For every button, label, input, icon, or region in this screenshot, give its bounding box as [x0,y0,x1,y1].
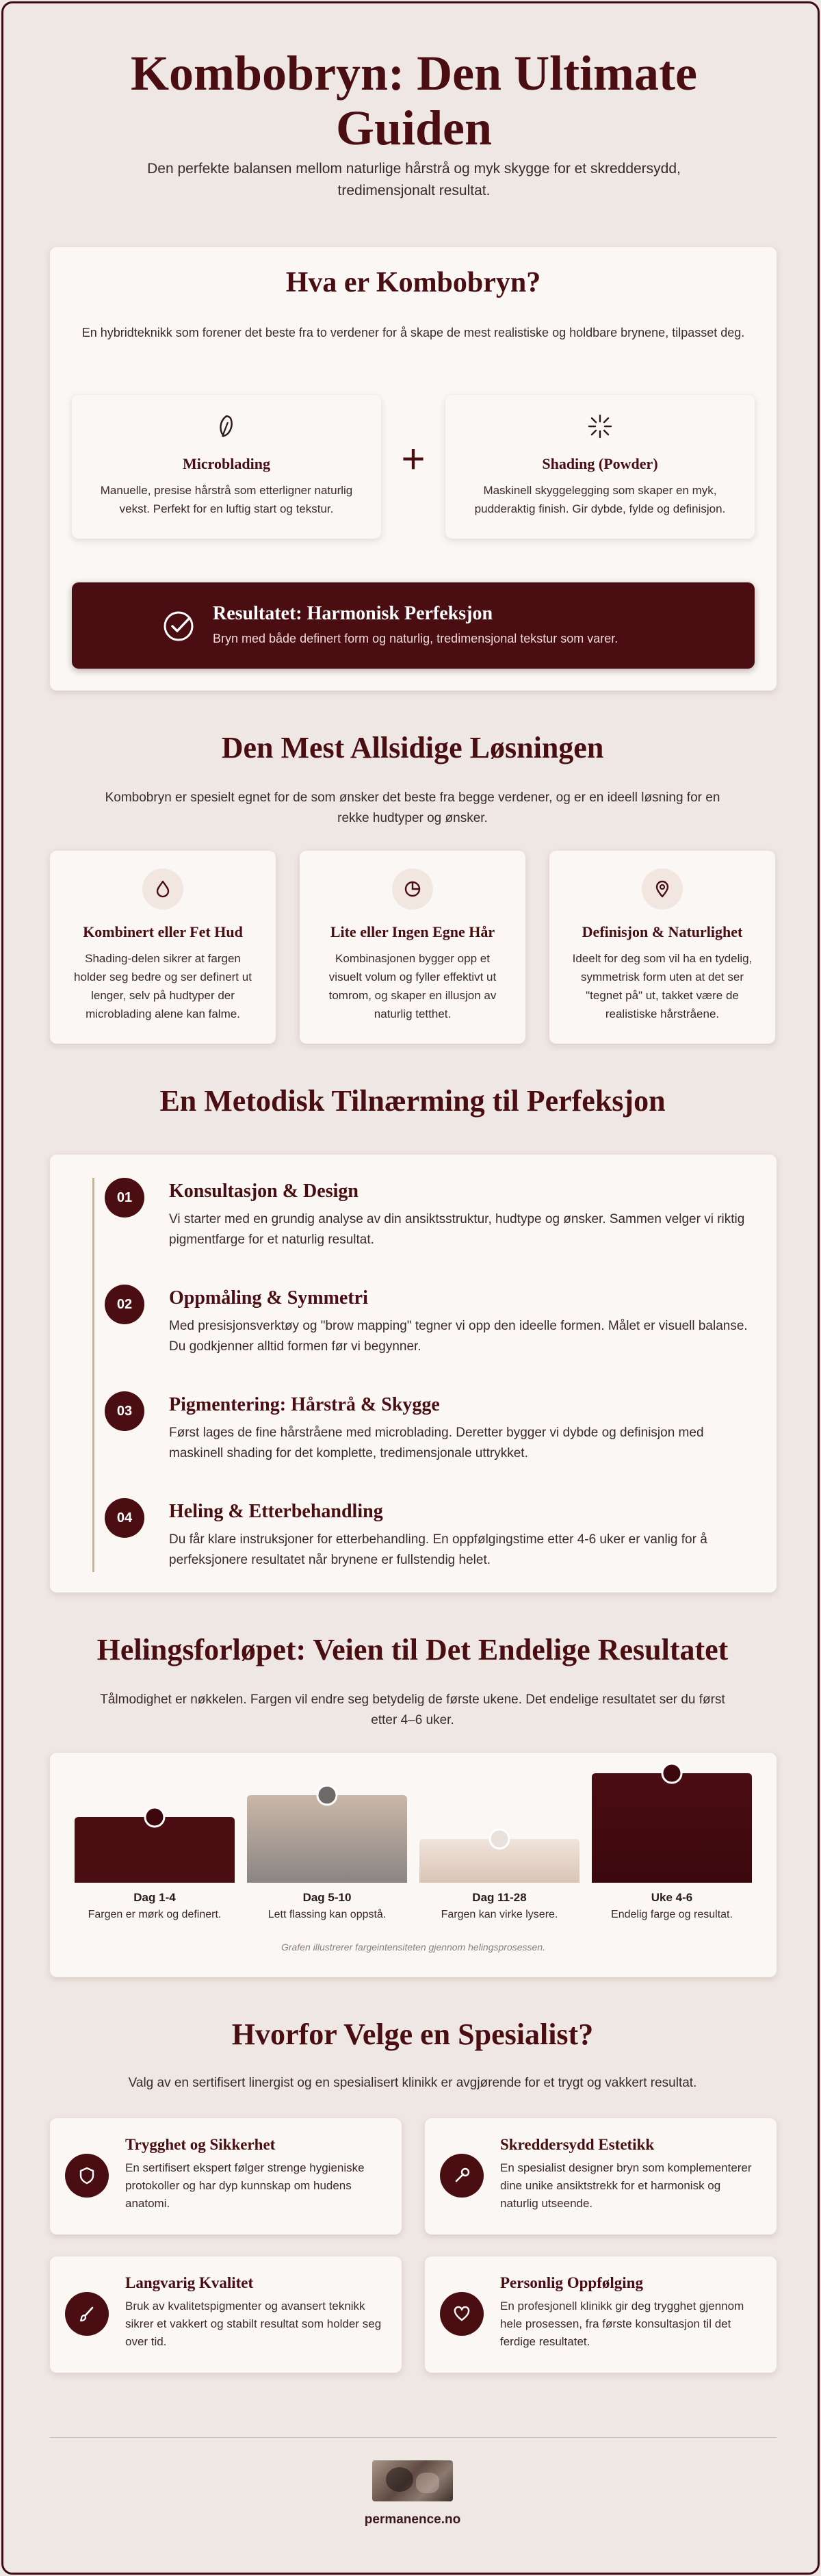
bar-label: Uke 4-6 [651,1891,693,1904]
why-card-text: En spesialist designer bryn som komplementerer dine unike ansiktstrekk for et harmonisk og naturlig utseende. [500,2161,752,2210]
result-banner [72,582,755,669]
why-card-title: Langvarig Kvalitet [125,2274,254,2291]
sparkle-icon [586,413,614,443]
bar-marker [317,1786,337,1805]
bar-label: Dag 11-28 [472,1891,527,1904]
versatile-card-title: Definisjon & Naturlighet [582,923,743,940]
versatile-card-title: Lite eller Ingen Egne Hår [330,923,495,940]
versatile-card [549,851,775,1044]
why-card-title: Skreddersydd Estetikk [500,2136,655,2153]
chart-caption: Grafen illustrerer fargeintensiteten gjennom helingsprosessen. [281,1942,545,1953]
page-frame [1,1,820,2575]
heart-icon [440,2292,484,2336]
healing-description: Tålmodighet er nøkkelen. Fargen vil endre seg betydelig de første ukene. Det endelige resultatet ser du først etter 4–6 uker. [100,1692,725,1727]
step-number: 04 [105,1498,144,1538]
step-text: Med presisjonsverktøy og "brow mapping" tegner vi opp den ideelle formen. Målet er visuell balanse. Du godkjenner alltid formen før vi begynner. [169,1319,748,1354]
droplet-icon [142,868,183,910]
page-subtitle: Den perfekte balansen mellom naturlige hårstrå og myk skygge for et skreddersydd, tredimensjonalt resultat. [147,161,681,198]
tools-icon [440,2154,484,2198]
versatile-card-text: Kombinasjonen bygger opp et visuelt volum og fyller effektivt ut tomrom, og skaper en illusjon av naturlig tetthet. [328,952,497,1020]
healing-title: Helingsforløpet: Veien til Det Endelige Resultatet [96,1633,729,1666]
bar-label: Dag 5-10 [302,1891,352,1904]
why-card-text: Bruk av kvalitetspigmenter og avansert teknikk sikrer et vakkert og stabilt resultat som holder seg over tid. [125,2300,382,2348]
bar-marker [145,1807,164,1827]
step-text: Vi starter med en grundig analyse av din ansiktsstruktur, hudtype og ønsker. Sammen velger vi riktig pigmentfarge for et naturlig resultat. [169,1212,745,1247]
why-card-title: Personlig Oppfølging [500,2274,643,2291]
pie-chart-icon [392,868,433,910]
why-card-text: En profesjonell klinikk gir deg trygghet gjennom hele prosessen, fra første konsultasjon til det ferdige resultatet. [500,2300,744,2348]
why-card-title: Trygghet og Sikkerhet [125,2136,276,2153]
bar-label: Dag 1-4 [133,1891,176,1904]
bar-description: Fargen er mørk og definert. [88,1909,222,1920]
method-text: Maskinell skyggelegging som skaper en myk, pudderaktig finish. Gir dybde, fylde og definisjon. [474,484,726,515]
page-title: Kombobryn: Den Ultimate Guiden [131,46,697,155]
why-card [50,2256,402,2373]
footer-brand-link[interactable]: permanence.no [364,2512,461,2527]
why-card [425,2256,777,2373]
result-text: Bryn med både definert form og naturlig, tredimensjonal tekstur som varer. [213,632,618,645]
why-card-text: En sertifisert ekspert følger strenge hygieniske protokoller og har dyp kunnskap om hudens anatomi. [125,2161,365,2210]
method-text: Manuelle, presise hårstrå som etterligner naturlig vekst. Perfekt for en luftig start og tekstur. [100,484,353,515]
versatile-card-text: Ideelt for deg som vil ha en tydelig, symmetrisk form uten at det ser "tegnet på" ut, takket være de realistiske hårstråene. [572,952,753,1020]
what-description: En hybridteknikk som forener det beste fra to verdener for å skape de mest realistiske og holdbare brynene, tilpasset deg. [81,326,745,339]
method-steps-card [50,1155,777,1593]
method-card-shading [445,395,755,539]
plus-sign: + [401,436,426,482]
why-description: Valg av en sertifisert linergist og en spesialisert klinikk er avgjørende for et trygt og vakkert resultat. [128,2076,697,2090]
feather-icon [213,413,240,443]
what-title: Hva er Kombobryn? [285,267,541,298]
step-title: Heling & Etterbehandling [169,1501,383,1522]
method-title: Microblading [183,455,270,472]
why-card [425,2118,777,2234]
step-number: 03 [105,1391,144,1431]
step-number: 01 [105,1178,144,1218]
versatile-card-text: Shading-delen sikrer at fargen holder seg bedre og ser definert ut lenger, selv på hudtyper der microblading alene kan falme. [74,952,252,1020]
what-card [50,247,777,691]
versatile-card-title: Kombinert eller Fet Hud [83,923,243,940]
brush-icon [65,2292,109,2336]
healing-chart [50,1753,777,1910]
bar-marker [490,1829,509,1849]
healing-bar [247,1795,407,1883]
healing-chart-card [50,1753,777,1977]
why-title: Hvorfor Velge en Spesialist? [231,2018,594,2051]
versatile-card [50,851,276,1044]
why-card [50,2118,402,2234]
shield-icon [65,2154,109,2198]
bar-description: Lett flassing kan oppstå. [268,1909,387,1920]
bar-description: Endelig farge og resultat. [611,1909,733,1920]
bar-marker [662,1764,681,1783]
bar-description: Fargen kan virke lysere. [441,1909,558,1920]
step-title: Oppmåling & Symmetri [169,1287,368,1309]
versatile-card [300,851,525,1044]
step-text: Først lages de fine hårstråene med microblading. Deretter bygger vi dybde og definisjon med maskinell shading for det komplette, tredimensjonale uttrykket. [169,1426,704,1460]
location-pin-icon [642,868,683,910]
timeline-line [92,1178,94,1572]
step-title: Konsultasjon & Design [169,1181,359,1202]
method-title: En Metodisk Tilnærming til Perfeksjon [159,1084,666,1118]
footer-divider [50,2437,777,2438]
versatile-description: Kombobryn er spesielt egnet for de som ønsker det beste fra begge verdener, og er en ideell løsning for en rekke hudtyper og ønsker. [105,790,720,825]
step-number: 02 [105,1285,144,1324]
method-title: Shading (Powder) [542,455,658,472]
healing-bar [592,1773,752,1883]
step-text: Du får klare instruksjoner for etterbehandling. En oppfølgingstime etter 4-6 uker er vanlig for å perfeksjonere resultatet når brynene er fullstendig helet. [169,1532,707,1567]
check-circle-icon [162,610,195,646]
result-title: Resultatet: Harmonisk Perfeksjon [213,603,493,624]
step-title: Pigmentering: Hårstrå & Skygge [169,1394,440,1415]
footer-logo-image [372,2460,453,2501]
versatile-title: Den Mest Allsidige Løsningen [221,731,604,764]
method-card-microblading [72,395,381,539]
